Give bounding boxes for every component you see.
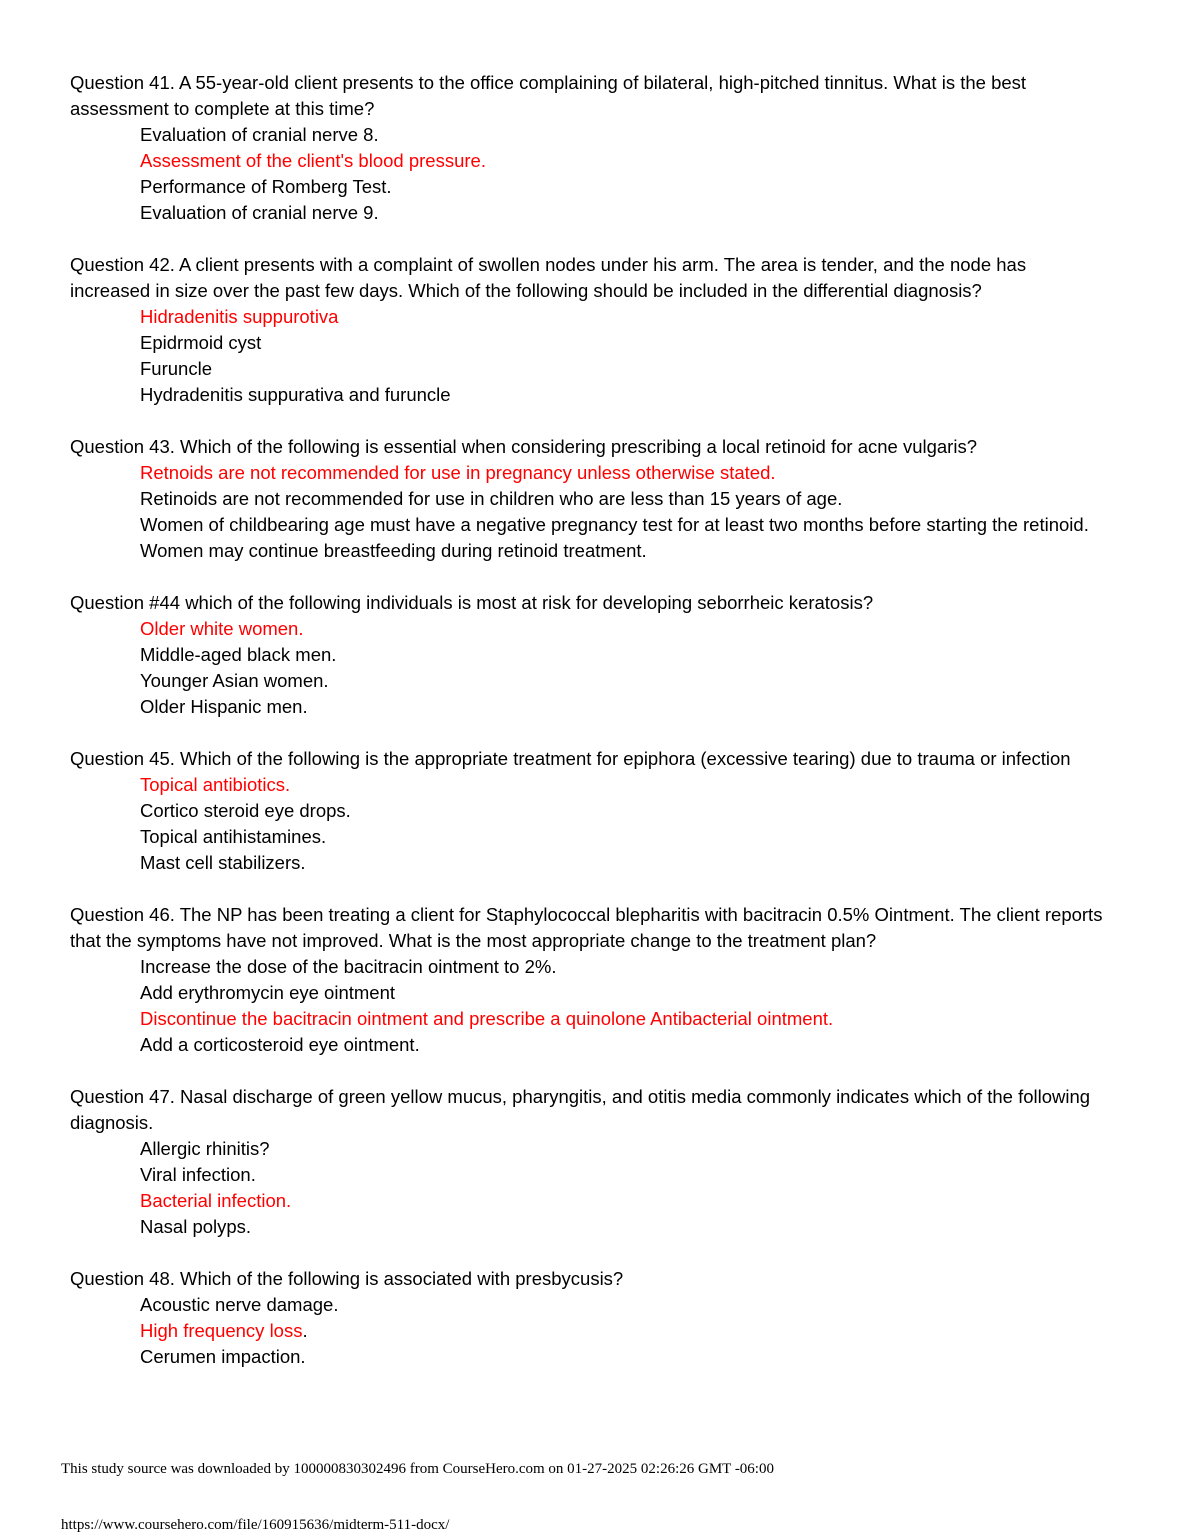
question-46 [70, 902, 1110, 1058]
answer-options [70, 122, 1110, 226]
answer-option-correct: High frequency loss [140, 1320, 303, 1341]
answer-option: Middle-aged black men. [140, 644, 337, 665]
question-text: Question 46. The NP has been treating a client for Staphylococcal blepharitis with bacitracin 0.5% Ointment. The client reports that the symptoms have not improved. What is the most appropriate change to the treatment plan? [70, 904, 1103, 951]
answer-option: Add a corticosteroid eye ointment. [140, 1034, 420, 1055]
answer-option: Allergic rhinitis? [140, 1138, 270, 1159]
download-source-notice: This study source was downloaded by 100000830302496 from CourseHero.com on 01-27-2025 02:26:26 GMT -06:00 [61, 1461, 774, 1477]
answer-option: Nasal polyps. [140, 1216, 252, 1237]
question-text: Question 42. A client presents with a complaint of swollen nodes under his arm. The area is tender, and the node has increased in size over the past few days. Which of the following should be included in the differential diagnosis? [70, 254, 1027, 301]
question-text: Question 41. A 55-year-old client presents to the office complaining of bilateral, high-pitched tinnitus. What is the best assessment to complete at this time? [70, 72, 1027, 119]
answer-option-correct: Bacterial infection. [140, 1190, 292, 1211]
question-42 [70, 252, 1110, 408]
answer-options [70, 304, 1110, 408]
question-text: Question 43. Which of the following is essential when considering prescribing a local retinoid for acne vulgaris? [70, 436, 977, 457]
answer-option: Performance of Romberg Test. [140, 176, 392, 197]
answer-option: Add erythromycin eye ointment [140, 982, 396, 1003]
answer-option: Topical antihistamines. [140, 826, 327, 847]
answer-option: Mast cell stabilizers. [140, 852, 306, 873]
answer-option: Cerumen impaction. [140, 1346, 306, 1367]
answer-options [70, 1136, 1110, 1240]
answer-option-correct-row [140, 1318, 1110, 1344]
answer-option: Cortico steroid eye drops. [140, 800, 351, 821]
question-45 [70, 746, 1110, 876]
question-text: Question 47. Nasal discharge of green yellow mucus, pharyngitis, and otitis media commonly indicates which of the following diagnosis. [70, 1086, 1091, 1133]
document-body [70, 70, 1110, 1396]
answer-option: Women of childbearing age must have a negative pregnancy test for at least two months before starting the retinoid. [140, 514, 1089, 535]
answer-option: Older Hispanic men. [140, 696, 308, 717]
answer-option: Younger Asian women. [140, 670, 329, 691]
answer-option: Women may continue breastfeeding during retinoid treatment. [140, 540, 647, 561]
answer-options [70, 772, 1110, 876]
answer-option-correct: Discontinue the bacitracin ointment and prescribe a quinolone Antibacterial ointment. [140, 1008, 834, 1029]
answer-option: Retinoids are not recommended for use in children who are less than 15 years of age. [140, 488, 843, 509]
answer-option-correct: Retnoids are not recommended for use in pregnancy unless otherwise stated. [140, 462, 776, 483]
question-48 [70, 1266, 1110, 1370]
answer-option: Furuncle [140, 358, 212, 379]
answer-option: Acoustic nerve damage. [140, 1294, 339, 1315]
answer-options [70, 616, 1110, 720]
answer-option-correct: Hidradenitis suppurotiva [140, 306, 339, 327]
answer-option: Hydradenitis suppurativa and furuncle [140, 384, 451, 405]
question-44 [70, 590, 1110, 720]
answer-options [70, 460, 1110, 564]
answer-option-correct: Older white women. [140, 618, 304, 639]
answer-option: Evaluation of cranial nerve 8. [140, 124, 379, 145]
answer-options [70, 1292, 1110, 1370]
question-47 [70, 1084, 1110, 1240]
question-text: Question #44 which of the following individuals is most at risk for developing seborrheic keratosis? [70, 592, 874, 613]
answer-option: Increase the dose of the bacitracin ointment to 2%. [140, 956, 557, 977]
answer-option-suffix: . [302, 1320, 308, 1341]
source-url-link[interactable]: https://www.coursehero.com/file/160915636/midterm-511-docx/ [61, 1517, 450, 1533]
question-text: Question 48. Which of the following is associated with presbycusis? [70, 1268, 624, 1289]
answer-option-correct: Topical antibiotics. [140, 774, 291, 795]
answer-option: Epidrmoid cyst [140, 332, 262, 353]
answer-option: Viral infection. [140, 1164, 256, 1185]
answer-option: Evaluation of cranial nerve 9. [140, 202, 379, 223]
question-text: Question 45. Which of the following is the appropriate treatment for epiphora (excessive tearing) due to trauma or infection [70, 748, 1071, 769]
answer-options [70, 954, 1110, 1058]
answer-option-correct: Assessment of the client's blood pressure. [140, 150, 486, 171]
question-41 [70, 70, 1110, 226]
question-43 [70, 434, 1110, 564]
